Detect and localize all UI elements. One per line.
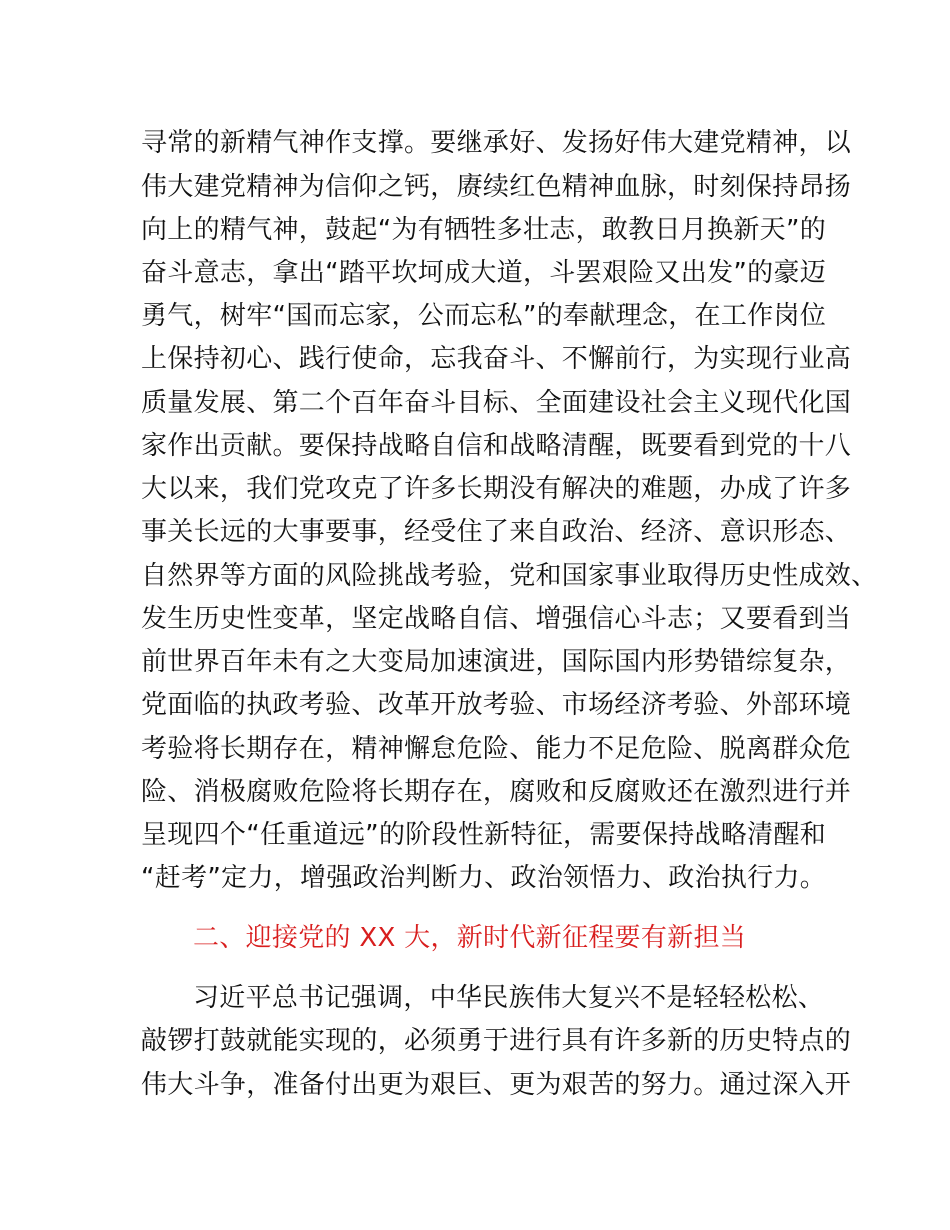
paragraph-line: 险、消极腐败危险将长期存在，腐败和反腐败还在激烈进行并 xyxy=(141,777,852,807)
paragraph-line: 前世界百年未有之大变局加速演进，国际国内形势错综复杂， xyxy=(141,647,852,677)
paragraph-line: 寻常的新精气神作支撑。要继承好、发扬好伟大建党精神，以 xyxy=(141,128,852,158)
paragraph-line: 大以来，我们党攻克了许多长期没有解决的难题，办成了许多 xyxy=(141,474,852,504)
paragraph-line: 伟大建党精神为信仰之钙，赓续红色精神血脉，时刻保持昂扬 xyxy=(141,172,852,202)
paragraph-line: 向上的精气神，鼓起“为有牺牲多壮志，敢教日月换新天”的 xyxy=(141,215,827,245)
paragraph-line: 敲锣打鼓就能实现的，必须勇于进行具有许多新的历史特点的 xyxy=(141,1026,852,1056)
paragraph-line: 伟大斗争，准备付出更为艰巨、更为艰苦的努力。通过深入开 xyxy=(141,1070,852,1100)
paragraph-line: 上保持初心、践行使命，忘我奋斗、不懈前行，为实现行业高 xyxy=(141,344,852,374)
paragraph-line: 党面临的执政考验、改革开放考验、市场经济考验、外部环境 xyxy=(141,690,852,720)
paragraph-line: 考验将长期存在，精神懈怠危险、能力不足危险、脱离群众危 xyxy=(141,734,852,764)
paragraph-line: 家作出贡献。要保持战略自信和战略清醒，既要看到党的十八 xyxy=(141,431,852,461)
paragraph-line: 质量发展、第二个百年奋斗目标、全面建设社会主义现代化国 xyxy=(141,388,852,418)
paragraph-line: 勇气，树牢“国而忘家，公而忘私”的奉献理念，在工作岗位 xyxy=(141,301,827,331)
paragraph-line: 呈现四个“任重道远”的阶段性新特征，需要保持战略清醒和 xyxy=(141,820,827,850)
paragraph-line: 奋斗意志，拿出“踏平坎坷成大道，斗罢艰险又出发”的豪迈 xyxy=(141,258,827,288)
section-heading: 二、迎接党的 XX 大，新时代新征程要有新担当 xyxy=(193,923,747,953)
paragraph-line: 事关长远的大事要事，经受住了来自政治、经济、意识形态、 xyxy=(141,517,852,547)
paragraph-line: “赶考”定力，增强政治判断力、政治领悟力、政治执行力。 xyxy=(141,863,827,893)
paragraph-line: 自然界等方面的风险挑战考验，党和国家事业取得历史性成效、 xyxy=(141,561,878,591)
paragraph-line: 发生历史性变革，坚定战略自信、增强信心斗志；又要看到当 xyxy=(141,604,852,634)
paragraph-line: 习近平总书记强调，中华民族伟大复兴不是轻轻松松、 xyxy=(193,983,825,1013)
